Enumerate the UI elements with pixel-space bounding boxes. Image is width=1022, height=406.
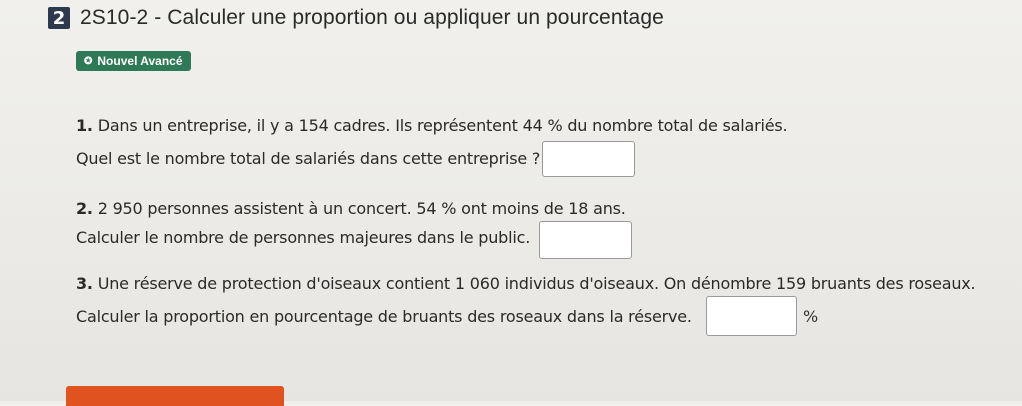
exercise-title: 2S10-2 - Calculer une proportion ou appliquer un pourcentage xyxy=(80,6,664,29)
question-3-number: 3. xyxy=(76,274,93,293)
question-1-number: 1. xyxy=(76,116,93,135)
question-1-line1 xyxy=(76,116,787,135)
exercise-header xyxy=(48,6,664,30)
question-2-line1 xyxy=(76,199,626,218)
question-3-line1 xyxy=(76,274,975,293)
level-badge xyxy=(76,51,191,71)
exercise-number-badge: 2 xyxy=(48,7,70,29)
question-3-text: Une réserve de protection d'oiseaux contient 1 060 individus d'oiseaux. On dénombre 159 bruants des roseaux. xyxy=(97,274,976,293)
submit-button[interactable] xyxy=(66,386,284,406)
question-2-text: 2 950 personnes assistent à un concert. 54 % ont moins de 18 ans. xyxy=(97,199,626,218)
answer-input-3[interactable] xyxy=(706,296,797,336)
question-2-number: 2. xyxy=(76,199,93,218)
answer-input-1[interactable] xyxy=(542,141,635,177)
question-1-prompt: Quel est le nombre total de salariés dans cette entreprise ? xyxy=(76,149,541,168)
percent-unit-label: % xyxy=(803,307,819,326)
question-1-text: Dans un entreprise, il y a 154 cadres. Ils représentent 44 % du nombre total de salariés. xyxy=(97,116,788,135)
circle-icon: ✪ xyxy=(84,55,93,67)
question-3-prompt: Calculer la proportion en pourcentage de bruants des roseaux dans la réserve. xyxy=(76,307,692,326)
answer-input-2[interactable] xyxy=(539,221,632,259)
level-label: Nouvel Avancé xyxy=(97,54,183,68)
question-2-prompt: Calculer le nombre de personnes majeures dans le public. xyxy=(76,228,531,247)
